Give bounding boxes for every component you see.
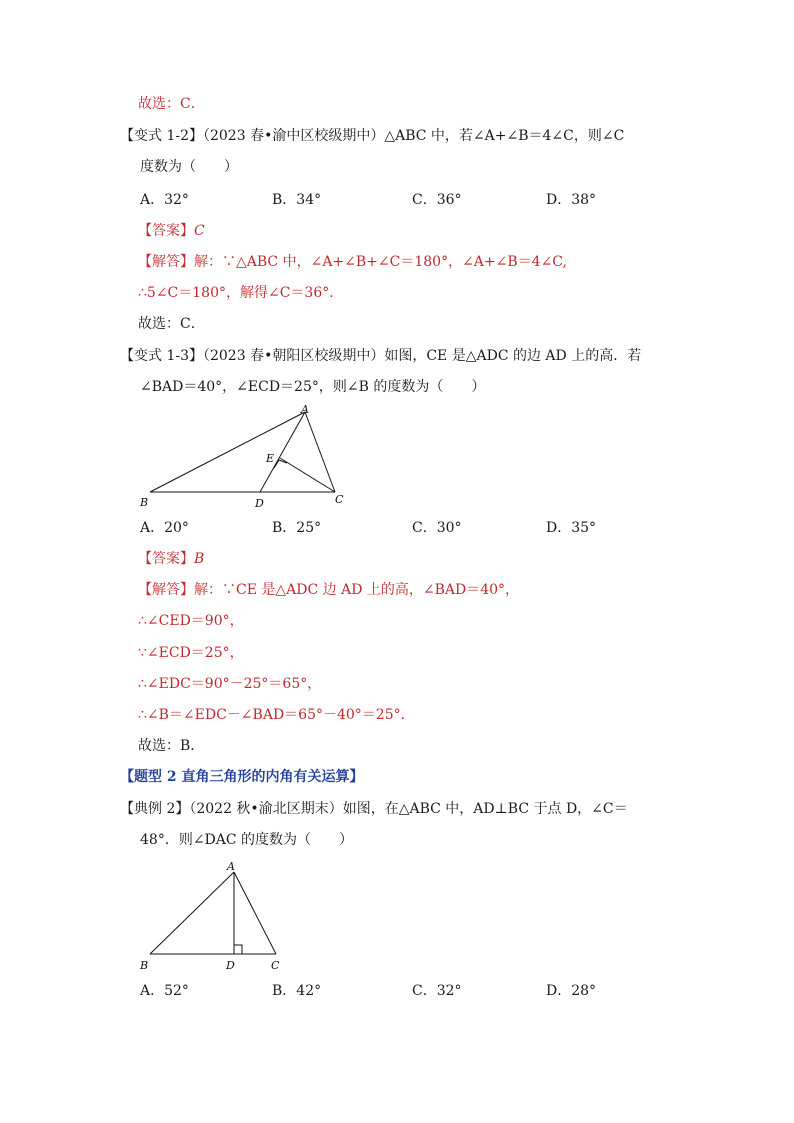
option-c: C．32° bbox=[412, 983, 462, 999]
label-b: B bbox=[140, 496, 149, 509]
label-a: A bbox=[227, 860, 235, 873]
analysis-row-2: ∴5∠C＝180°，解得∠C＝36°． bbox=[138, 285, 344, 301]
option-a: A．20° bbox=[140, 520, 189, 536]
option-c: C．30° bbox=[412, 520, 462, 536]
final-choice-text: 故选：C． bbox=[138, 96, 205, 112]
label-e: E bbox=[266, 452, 275, 465]
label-c: C bbox=[335, 493, 344, 506]
answer-label: 【答案】 bbox=[138, 551, 194, 567]
option-d: D．28° bbox=[546, 983, 597, 999]
option-a: A．52° bbox=[140, 983, 189, 999]
answer-value: B bbox=[194, 551, 205, 567]
analysis-label: 【解答】 bbox=[138, 254, 194, 270]
analysis-row-5: ∴∠B＝∠EDC－∠BAD＝65°－40°＝25°． bbox=[138, 707, 415, 723]
triangle-figure-2 bbox=[130, 856, 300, 976]
final-choice-text: 故选：C． bbox=[138, 316, 205, 332]
option-d: D．38° bbox=[546, 192, 597, 208]
question-1-3-line2: ∠BAD＝40°，∠ECD＝25°，则∠B 的度数为（ ） bbox=[140, 379, 486, 395]
question-1-2-line2: 度数为（ ） bbox=[140, 159, 238, 175]
label-b: B bbox=[140, 959, 149, 972]
analysis-text: 解：∵CE 是△ADC 边 AD 上的高，∠BAD＝40°， bbox=[194, 582, 520, 598]
example-2-line2: 48°．则∠DAC 的度数为（ ） bbox=[140, 832, 354, 848]
option-a: A．32° bbox=[140, 192, 189, 208]
analysis-row-1 bbox=[138, 580, 519, 600]
option-c: C．36° bbox=[412, 192, 462, 208]
answer-label: 【答案】 bbox=[138, 223, 194, 239]
label-a: A bbox=[301, 403, 309, 416]
analysis-row-2: ∴∠CED＝90°， bbox=[138, 613, 244, 629]
question-1-2-line1: 【变式 1-2】（2023 春•渝中区校级期中）△ABC 中，若∠A+∠B＝4∠C，则∠C bbox=[120, 128, 625, 144]
answer-row bbox=[138, 549, 204, 569]
analysis-row-4: ∴∠EDC＝90°－25°＝65°， bbox=[138, 676, 322, 692]
analysis-row-3: ∵∠ECD＝25°， bbox=[138, 645, 244, 661]
answer-row bbox=[138, 221, 205, 241]
option-b: B．34° bbox=[272, 192, 322, 208]
label-d: D bbox=[226, 959, 235, 972]
final-choice-text: 故选：B． bbox=[138, 738, 205, 754]
question-1-3-line1: 【变式 1-3】（2023 春•朝阳区校级期中）如图，CE 是△ADC 的边 AD 上的高．若 bbox=[120, 348, 642, 364]
section-title: 【题型 2 直角三角形的内角有关运算】 bbox=[120, 769, 364, 785]
option-d: D．35° bbox=[546, 520, 597, 536]
example-2-line1: 【典例 2】（2022 秋•渝北区期末）如图，在△ABC 中，AD⊥BC 于点 D，∠C＝ bbox=[120, 801, 628, 817]
option-b: B．42° bbox=[272, 983, 322, 999]
analysis-row-1 bbox=[138, 252, 567, 272]
label-d: D bbox=[255, 497, 264, 510]
option-b: B．25° bbox=[272, 520, 322, 536]
triangle-figure-1 bbox=[130, 402, 360, 512]
label-c: C bbox=[271, 959, 280, 972]
answer-value: C bbox=[194, 223, 205, 239]
analysis-label: 【解答】 bbox=[138, 582, 194, 598]
analysis-text: 解：∵△ABC 中，∠A+∠B+∠C＝180°，∠A+∠B＝4∠C, bbox=[194, 254, 567, 270]
